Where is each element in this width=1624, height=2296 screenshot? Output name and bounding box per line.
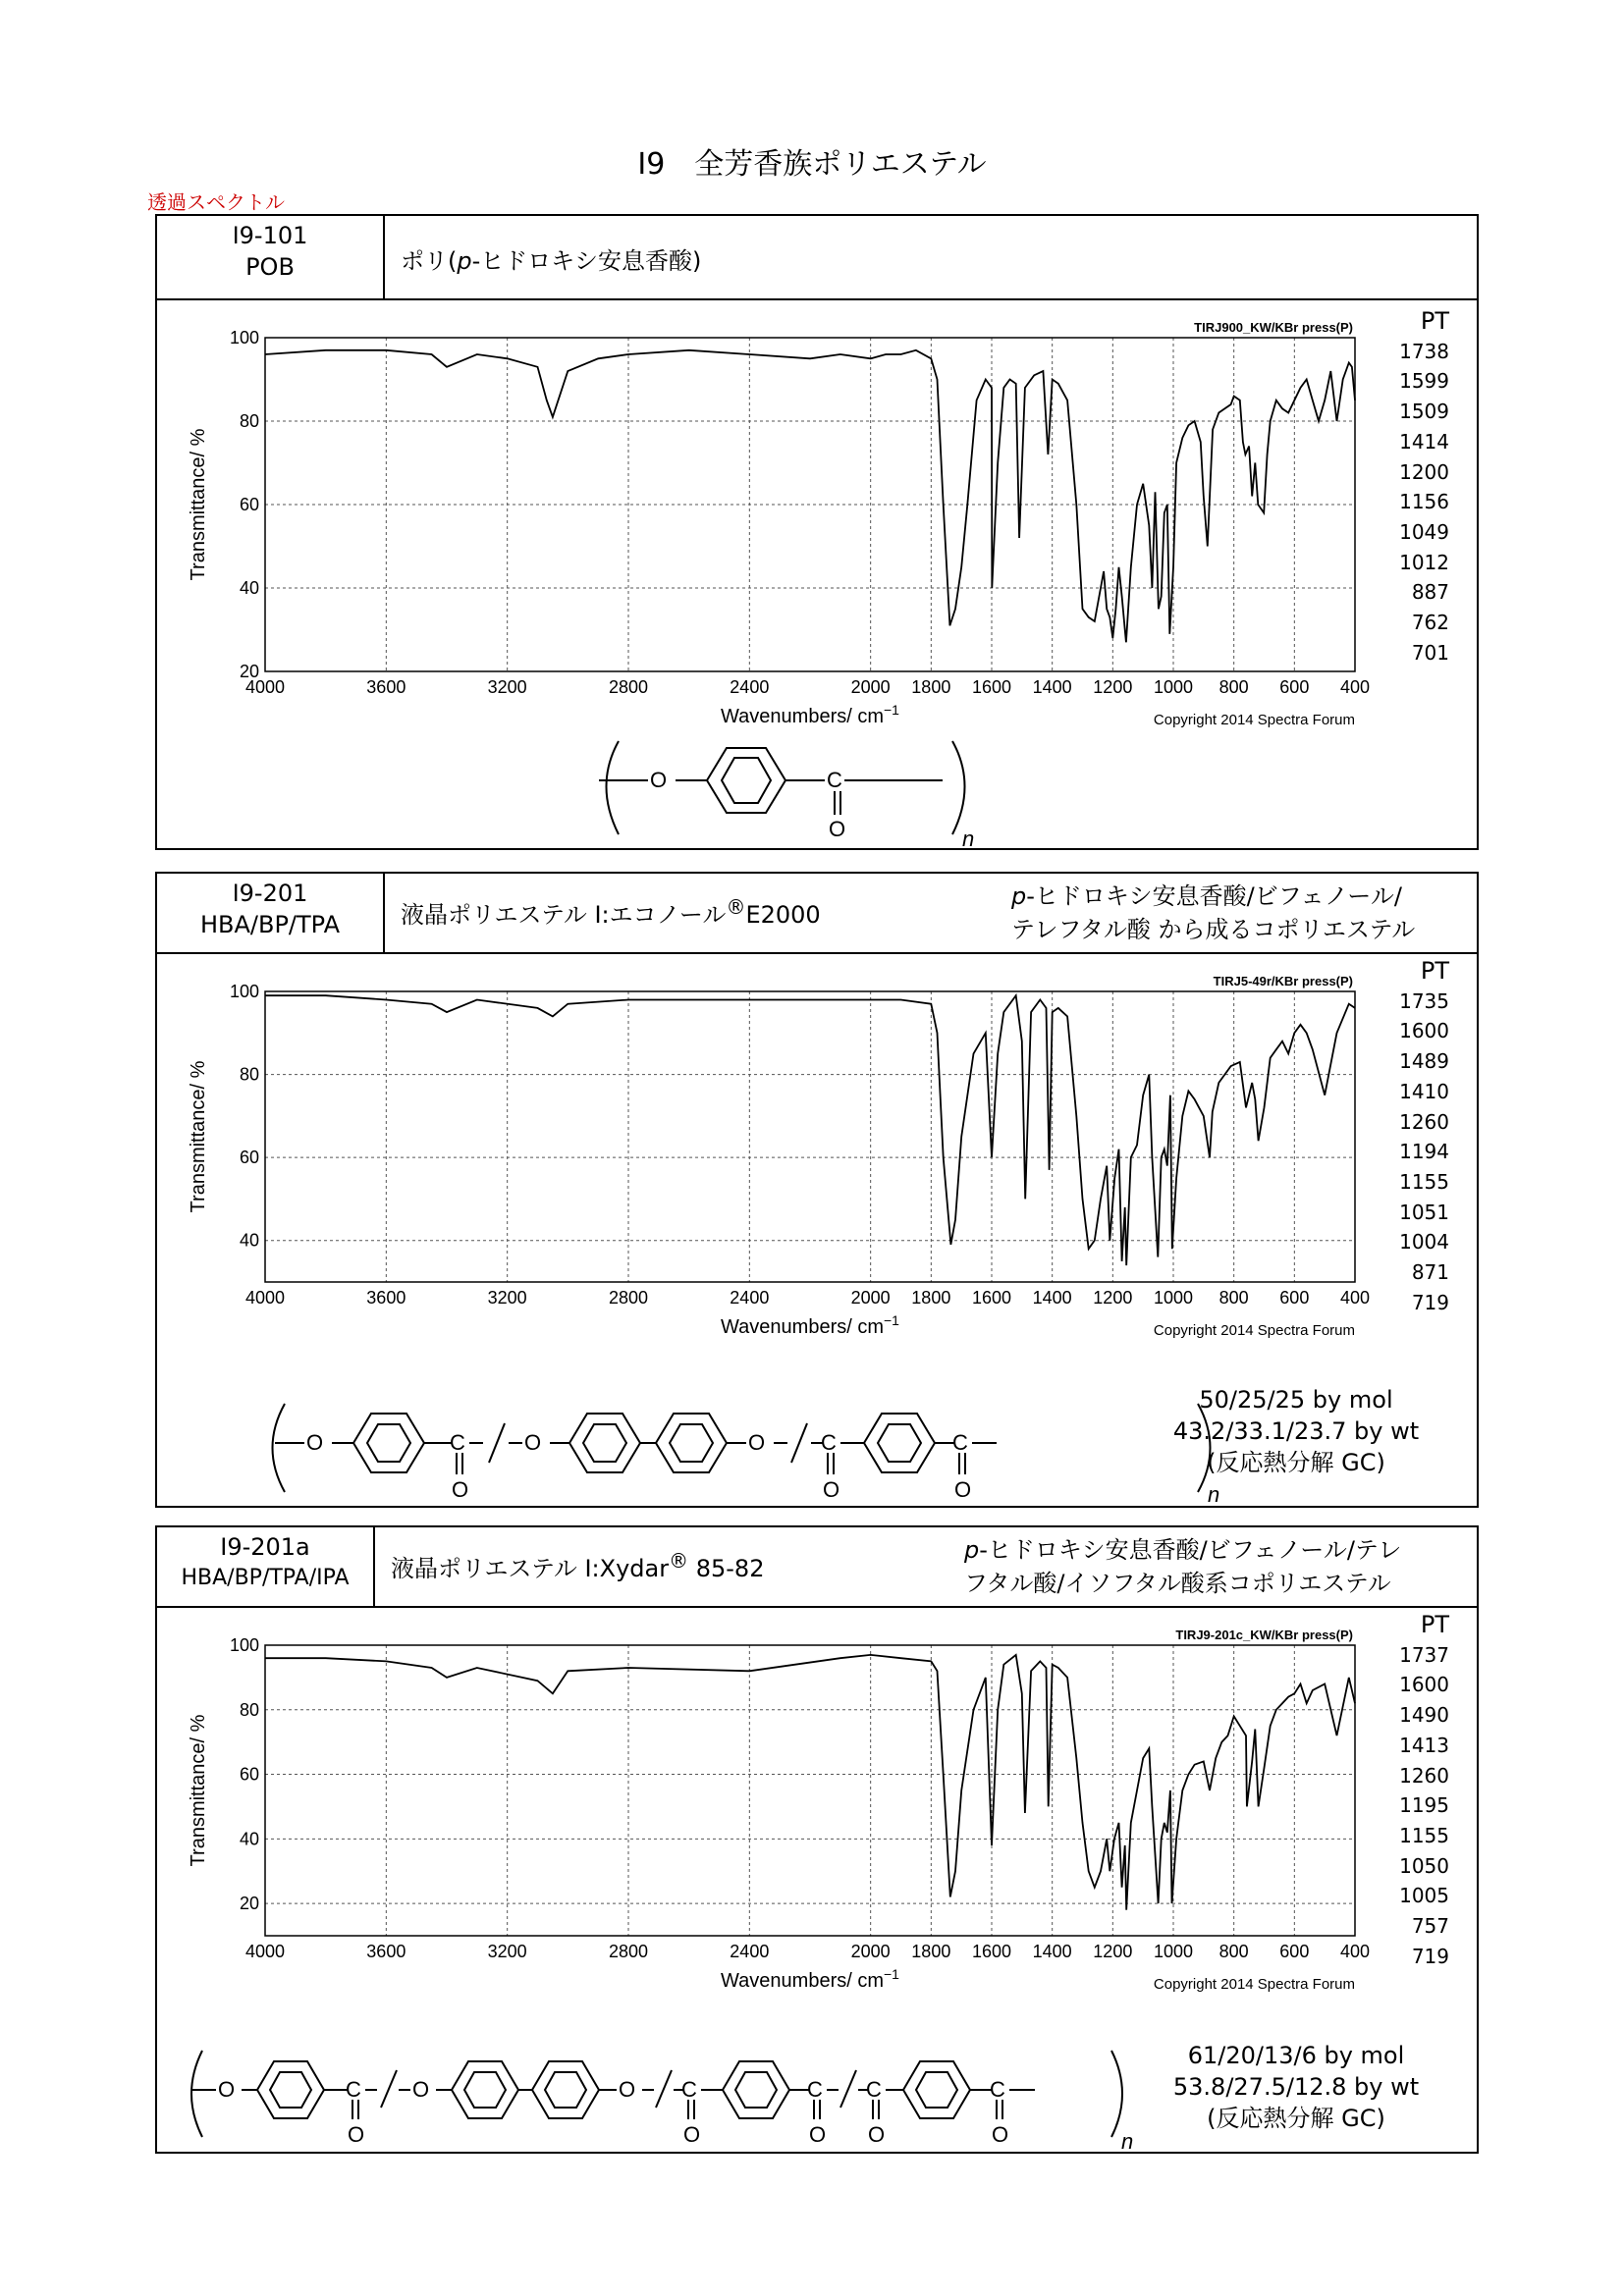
x-axis-label-exponent: −1 xyxy=(884,1966,899,1982)
svg-text:C: C xyxy=(821,1430,837,1455)
x-tick-label: 400 xyxy=(1339,1942,1371,1961)
peak-list xyxy=(1371,306,1449,667)
spectrum-panel-xydar xyxy=(155,1525,1479,2154)
sample-code-cell xyxy=(157,874,385,952)
spectrum-panel-econol xyxy=(155,872,1479,1508)
x-tick-label: 2000 xyxy=(850,1942,891,1961)
svg-text:O: O xyxy=(823,1477,840,1502)
svg-text:C: C xyxy=(450,1430,465,1455)
file-label: TIRJ5-49r/KBr press(P) xyxy=(1213,974,1353,988)
sample-abbreviation: POB xyxy=(245,253,295,281)
x-tick-label: 600 xyxy=(1279,677,1310,697)
svg-text:n: n xyxy=(1121,2129,1134,2153)
sample-code: I9-201a xyxy=(220,1533,310,1561)
peak-value: 1260 xyxy=(1399,1109,1449,1134)
peak-value: 1155 xyxy=(1399,1169,1449,1194)
y-axis-label: Transmittance/ % xyxy=(188,1060,209,1213)
file-label: TIRJ9-201c_KW/KBr press(P) xyxy=(1175,1628,1353,1642)
x-tick-label: 1800 xyxy=(911,1942,951,1961)
svg-text:O: O xyxy=(524,1430,542,1455)
sample-name xyxy=(401,241,701,276)
peak-value: 1737 xyxy=(1399,1642,1449,1667)
svg-text:O: O xyxy=(748,1430,766,1455)
spectrum-chart xyxy=(157,1608,1477,2050)
peak-value: 1600 xyxy=(1399,1019,1449,1043)
y-tick-label: 100 xyxy=(229,1635,259,1655)
peak-value: 1410 xyxy=(1399,1079,1449,1103)
y-tick-label: 20 xyxy=(239,1894,259,1914)
composition-mol: 50/25/25 by mol xyxy=(1199,1386,1393,1414)
x-axis-label: Wavenumbers/ $cm^{-1}$ xyxy=(721,1312,899,1338)
peak-value: 1049 xyxy=(1399,519,1449,544)
x-tick-label: 1000 xyxy=(1153,1942,1194,1961)
sample-abbreviation: HBA/BP/TPA/IPA xyxy=(181,1566,350,1590)
sample-description xyxy=(964,1533,1401,1600)
peak-value: 1735 xyxy=(1399,988,1449,1013)
file-label: TIRJ900_KW/KBr press(P) xyxy=(1194,320,1353,335)
y-tick-label: 40 xyxy=(239,1230,259,1251)
x-tick-label: 1400 xyxy=(1032,1942,1072,1961)
peak-value: 1051 xyxy=(1399,1200,1449,1224)
peak-value: 887 xyxy=(1411,580,1449,605)
peak-value: 1489 xyxy=(1399,1049,1449,1074)
x-tick-label: 3200 xyxy=(487,1288,527,1308)
svg-text:C: C xyxy=(807,2077,823,2102)
svg-text:C: C xyxy=(346,2077,361,2102)
sample-name-part1: 液晶ポリエステル Ⅰ:Xydar xyxy=(391,1555,670,1582)
x-tick-label: 2400 xyxy=(730,1942,770,1961)
sample-name-part1: ポリ( xyxy=(401,247,458,275)
x-tick-label: 2000 xyxy=(850,1288,891,1308)
svg-text:n: n xyxy=(962,827,975,851)
registered-mark: ® xyxy=(669,1549,689,1573)
peak-values xyxy=(1371,987,1449,1318)
x-tick-label: 1400 xyxy=(1032,677,1072,697)
spectrum-line xyxy=(265,1655,1355,1910)
svg-text:O: O xyxy=(650,768,668,792)
y-tick-label: 60 xyxy=(239,495,259,514)
x-tick-label: 1800 xyxy=(911,677,951,697)
peak-value: 757 xyxy=(1411,1914,1449,1939)
spectrum-line xyxy=(265,995,1355,1265)
peak-value: 719 xyxy=(1411,1290,1449,1314)
x-axis-label-exponent: −1 xyxy=(884,1312,899,1328)
x-tick-label: 1600 xyxy=(971,677,1012,697)
sample-name-part2: 85-82 xyxy=(688,1555,765,1582)
desc-line1: -ヒドロキシ安息香酸/ビフェノール/ xyxy=(1026,882,1402,910)
y-tick-label: 80 xyxy=(239,1064,259,1085)
y-axis-label: Transmittance/ % xyxy=(188,1714,209,1867)
peak-list-header: PT xyxy=(1420,1611,1449,1638)
copyright: Copyright 2014 Spectra Forum xyxy=(1153,1322,1355,1339)
peak-value: 1005 xyxy=(1399,1884,1449,1908)
x-tick-label: 800 xyxy=(1218,1942,1249,1961)
panel-header xyxy=(157,874,1477,954)
composition-method: (反応熱分解 GC) xyxy=(1207,1449,1385,1476)
x-tick-label: 1600 xyxy=(971,1942,1012,1961)
grid xyxy=(265,338,1355,671)
peak-value: 1260 xyxy=(1399,1763,1449,1788)
svg-text:O: O xyxy=(992,2122,1009,2147)
peak-value: 1155 xyxy=(1399,1823,1449,1847)
peak-list-header: PT xyxy=(1420,957,1449,985)
composition-wt: 43.2/33.1/23.7 by wt xyxy=(1172,1417,1420,1445)
svg-text:C: C xyxy=(990,2077,1005,2102)
peak-value: 1195 xyxy=(1399,1793,1449,1818)
peak-list xyxy=(1371,1610,1449,1971)
sample-abbreviation: HBA/BP/TPA xyxy=(199,911,341,938)
x-tick-label: 800 xyxy=(1218,677,1249,697)
peak-list xyxy=(1371,956,1449,1317)
peak-values xyxy=(1371,337,1449,668)
x-tick-label: 1800 xyxy=(911,1288,951,1308)
repeat-unit-structure xyxy=(181,2043,1172,2153)
desc-line1: -ヒドロキシ安息香酸/ビフェノール/テレ xyxy=(979,1536,1402,1564)
x-tick-label: 1400 xyxy=(1032,1288,1072,1308)
composition-wt: 53.8/27.5/12.8 by wt xyxy=(1172,2073,1420,2101)
peak-value: 1012 xyxy=(1399,550,1449,574)
x-tick-label: 1200 xyxy=(1093,1942,1133,1961)
svg-text:O: O xyxy=(452,1477,469,1502)
sample-code-cell xyxy=(157,1527,375,1606)
x-tick-label: 2800 xyxy=(608,1942,649,1961)
spectrum-panel-pob xyxy=(155,214,1479,850)
svg-text:O: O xyxy=(619,2077,636,2102)
x-tick-label: 3200 xyxy=(487,1942,527,1961)
svg-text:O: O xyxy=(683,2122,701,2147)
x-tick-label: 1200 xyxy=(1093,677,1133,697)
peak-value: 1509 xyxy=(1399,400,1449,424)
peak-value: 1156 xyxy=(1399,490,1449,514)
x-axis-label: Wavenumbers/ $cm^{-1}$ xyxy=(721,1966,899,1992)
peak-value: 1050 xyxy=(1399,1853,1449,1878)
x-axis-label-exponent: −1 xyxy=(884,702,899,718)
svg-text:C: C xyxy=(952,1430,968,1455)
x-axis-label: Wavenumbers/ $cm^{-1}$ xyxy=(721,702,899,727)
peak-value: 762 xyxy=(1411,611,1449,635)
y-tick-label: 40 xyxy=(239,578,259,598)
svg-text:O: O xyxy=(868,2122,886,2147)
peak-list-header: PT xyxy=(1420,307,1449,335)
copyright: Copyright 2014 Spectra Forum xyxy=(1153,712,1355,728)
x-tick-label: 4000 xyxy=(244,1288,286,1308)
peak-value: 871 xyxy=(1411,1260,1449,1285)
spectrum-type-note: 透過スペクトル xyxy=(147,190,285,214)
x-tick-label: 3600 xyxy=(366,1942,406,1961)
svg-text:n: n xyxy=(1208,1482,1220,1507)
grid xyxy=(265,1645,1355,1936)
sample-code: I9-101 xyxy=(232,222,308,249)
y-tick-label: 100 xyxy=(229,328,259,347)
x-tick-label: 3600 xyxy=(366,1288,406,1308)
x-tick-label: 4000 xyxy=(244,1942,286,1961)
desc-italic: p xyxy=(964,1536,980,1564)
x-tick-label: 2000 xyxy=(850,677,891,697)
peak-value: 1738 xyxy=(1399,339,1449,363)
repeat-unit-structure xyxy=(579,726,1031,854)
plot-frame xyxy=(265,991,1355,1282)
svg-text:O: O xyxy=(954,1477,972,1502)
x-tick-label: 1000 xyxy=(1153,1288,1194,1308)
peak-value: 719 xyxy=(1411,1944,1449,1968)
sample-name-part2: -ヒドロキシ安息香酸) xyxy=(471,247,702,275)
panel-header xyxy=(157,1527,1477,1608)
y-axis-label: Transmittance/ % xyxy=(188,428,209,581)
registered-mark: ® xyxy=(726,895,746,919)
x-tick-label: 3200 xyxy=(487,677,527,697)
y-tick-label: 80 xyxy=(239,1699,259,1720)
x-tick-label: 2800 xyxy=(608,1288,649,1308)
y-tick-label: 20 xyxy=(239,662,259,681)
svg-text:C: C xyxy=(681,2077,697,2102)
x-tick-label: 1600 xyxy=(971,1288,1012,1308)
plot-frame xyxy=(265,1645,1355,1936)
sample-code: I9-201 xyxy=(232,880,308,907)
x-tick-label: 800 xyxy=(1218,1288,1249,1308)
x-tick-label: 1200 xyxy=(1093,1288,1133,1308)
peak-value: 1194 xyxy=(1399,1140,1449,1164)
sample-name-italic: p xyxy=(457,247,472,275)
composition-note xyxy=(1139,2040,1453,2134)
x-tick-label: 3600 xyxy=(366,677,406,697)
y-tick-label: 100 xyxy=(229,982,259,1001)
copyright: Copyright 2014 Spectra Forum xyxy=(1153,1976,1355,1993)
y-tick-label: 80 xyxy=(239,411,259,431)
svg-text:C: C xyxy=(866,2077,882,2102)
desc-line2: フタル酸/イソフタル酸系コポリエステル xyxy=(964,1570,1391,1597)
x-tick-label: 400 xyxy=(1339,1288,1371,1308)
y-tick-label: 40 xyxy=(239,1829,259,1849)
sample-name xyxy=(401,895,821,930)
x-tick-label: 400 xyxy=(1339,677,1371,697)
repeat-unit-structure xyxy=(255,1394,1257,1507)
x-tick-label: 4000 xyxy=(244,677,286,697)
svg-text:O: O xyxy=(809,2122,827,2147)
peak-value: 701 xyxy=(1411,640,1449,665)
sample-description xyxy=(1011,880,1415,946)
peak-values xyxy=(1371,1640,1449,1972)
sample-name xyxy=(391,1549,764,1583)
composition-note xyxy=(1139,1384,1453,1478)
sample-name-part2: E2000 xyxy=(745,901,821,929)
composition-method: (反応熱分解 GC) xyxy=(1207,2105,1385,2132)
peak-value: 1414 xyxy=(1399,429,1449,454)
x-tick-label: 2400 xyxy=(730,1288,770,1308)
x-tick-label: 600 xyxy=(1279,1942,1310,1961)
x-tick-label: 2800 xyxy=(608,677,649,697)
svg-text:O: O xyxy=(829,817,846,841)
svg-text:O: O xyxy=(306,1430,324,1455)
x-tick-label: 2400 xyxy=(730,677,770,697)
svg-text:O: O xyxy=(348,2122,365,2147)
grid xyxy=(265,991,1355,1282)
peak-value: 1200 xyxy=(1399,459,1449,484)
sample-code-cell xyxy=(157,216,385,298)
composition-mol: 61/20/13/6 by mol xyxy=(1187,2042,1405,2069)
panel-header xyxy=(157,216,1477,300)
desc-italic: p xyxy=(1011,882,1027,910)
peak-value: 1490 xyxy=(1399,1703,1449,1728)
peak-value: 1413 xyxy=(1399,1733,1449,1757)
spectrum-line xyxy=(265,350,1355,643)
y-tick-label: 60 xyxy=(239,1764,259,1785)
x-tick-label: 600 xyxy=(1279,1288,1310,1308)
peak-value: 1004 xyxy=(1399,1230,1449,1255)
svg-text:O: O xyxy=(218,2077,236,2102)
page-title: I9 全芳香族ポリエステル xyxy=(637,147,987,182)
peak-value: 1599 xyxy=(1399,369,1449,394)
spectrum-chart xyxy=(157,954,1477,1396)
desc-line2: テレフタル酸 から成るコポリエステル xyxy=(1011,916,1416,943)
svg-text:C: C xyxy=(827,768,842,792)
svg-text:O: O xyxy=(412,2077,430,2102)
peak-value: 1600 xyxy=(1399,1673,1449,1697)
sample-name-part1: 液晶ポリエステル Ⅰ:エコノール xyxy=(401,901,727,929)
x-tick-label: 1000 xyxy=(1153,677,1194,697)
y-tick-label: 60 xyxy=(239,1148,259,1168)
